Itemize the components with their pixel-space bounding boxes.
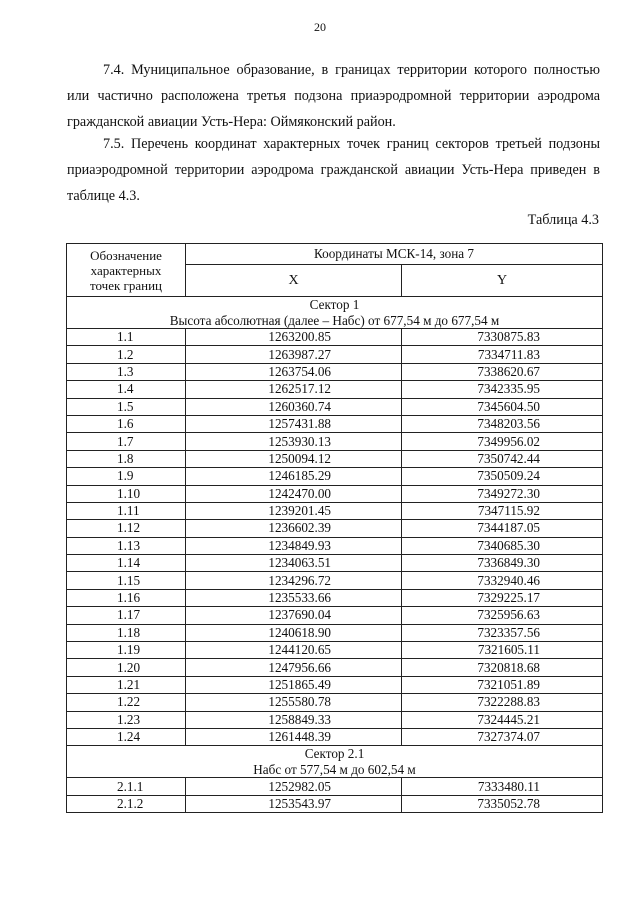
sector-height: Набс от 577,54 м до 602,54 м (253, 761, 416, 777)
table-row (67, 415, 603, 432)
y-value: 7350509.24 (402, 468, 603, 485)
paragraph-line: гражданской авиации Усть-Нера: Оймяконский район. (67, 114, 396, 130)
table-row (67, 485, 603, 502)
point-id: 1.8 (67, 450, 186, 467)
y-value: 7349272.30 (402, 485, 603, 502)
y-value: 7325956.63 (402, 607, 603, 624)
table-row (67, 329, 603, 346)
sector-title: Сектор 1 (309, 297, 360, 312)
x-value: 1260360.74 (186, 398, 402, 415)
y-value: 7327374.07 (402, 728, 603, 745)
paragraph-line: 7.5. Перечень координат характерных точек границ секторов третьей подзоны (103, 136, 600, 152)
table-row (67, 381, 603, 398)
y-value: 7332940.46 (402, 572, 603, 589)
table-row (67, 728, 603, 745)
x-value: 1239201.45 (186, 502, 402, 519)
table-row (67, 778, 603, 795)
point-id: 1.21 (67, 676, 186, 693)
point-id: 1.24 (67, 728, 186, 745)
table-row (67, 450, 603, 467)
y-value: 7321605.11 (402, 642, 603, 659)
paragraph-line: приаэродромной территории аэродрома гражданской авиации Усть-Нера приведен в (67, 162, 600, 178)
x-value: 1261448.39 (186, 728, 402, 745)
y-value: 7348203.56 (402, 415, 603, 432)
table-row (67, 589, 603, 606)
table-row (67, 468, 603, 485)
x-value: 1237690.04 (186, 607, 402, 624)
y-header: Y (402, 265, 603, 297)
x-header: X (186, 265, 402, 297)
table-row (67, 642, 603, 659)
y-value: 7335052.78 (402, 795, 603, 812)
table-row (67, 346, 603, 363)
point-id: 1.4 (67, 381, 186, 398)
table-row (67, 676, 603, 693)
y-value: 7329225.17 (402, 589, 603, 606)
point-id: 1.18 (67, 624, 186, 641)
header-line: точек границ (89, 277, 163, 293)
table-row (67, 398, 603, 415)
x-value: 1242470.00 (186, 485, 402, 502)
x-value: 1253930.13 (186, 433, 402, 450)
x-value: 1250094.12 (186, 450, 402, 467)
table-row (67, 572, 603, 589)
point-id: 1.13 (67, 537, 186, 554)
point-id: 1.7 (67, 433, 186, 450)
x-value: 1244120.65 (186, 642, 402, 659)
sector-1-header (67, 297, 603, 329)
point-id: 1.11 (67, 502, 186, 519)
sector-height: Высота абсолютная (далее – Набс) от 677,54 м до 677,54 м (169, 312, 500, 328)
point-id: 1.20 (67, 659, 186, 676)
x-value: 1234849.93 (186, 537, 402, 554)
point-id: 1.6 (67, 415, 186, 432)
table-caption: Таблица 4.3 (527, 212, 599, 228)
x-value: 1262517.12 (186, 381, 402, 398)
y-value: 7349956.02 (402, 433, 603, 450)
sector-2-header (67, 746, 603, 778)
paragraph-line: таблице 4.3. (67, 188, 140, 204)
y-value: 7345604.50 (402, 398, 603, 415)
x-value: 1253543.97 (186, 795, 402, 812)
y-value: 7322288.83 (402, 694, 603, 711)
point-id: 1.5 (67, 398, 186, 415)
paragraph-7-5 (67, 131, 600, 209)
x-value: 1240618.90 (186, 624, 402, 641)
y-value: 7347115.92 (402, 502, 603, 519)
coord-system-header: Координаты МСК-14, зона 7 (186, 244, 603, 265)
x-value: 1255580.78 (186, 694, 402, 711)
y-value: 7334711.83 (402, 346, 603, 363)
x-value: 1251865.49 (186, 676, 402, 693)
page-number: 20 (314, 20, 326, 34)
y-value: 7350742.44 (402, 450, 603, 467)
table-row (67, 537, 603, 554)
point-id: 2.1.2 (67, 795, 186, 812)
table-row (67, 711, 603, 728)
sector-title: Сектор 2.1 (304, 746, 365, 762)
y-value: 7342335.95 (402, 381, 603, 398)
table-row (67, 433, 603, 450)
coordinates-table (66, 243, 603, 813)
point-id: 1.1 (67, 329, 186, 346)
point-id: 1.9 (67, 468, 186, 485)
y-value: 7321051.89 (402, 676, 603, 693)
table-row (67, 659, 603, 676)
paragraph-7-4 (67, 57, 600, 135)
x-value: 1234296.72 (186, 572, 402, 589)
table-row (67, 502, 603, 519)
table-row (67, 694, 603, 711)
y-value: 7324445.21 (402, 711, 603, 728)
x-value: 1234063.51 (186, 555, 402, 572)
header-line: характерных (90, 262, 162, 278)
point-id: 1.10 (67, 485, 186, 502)
y-value: 7344187.05 (402, 520, 603, 537)
point-id: 1.12 (67, 520, 186, 537)
point-id: 1.22 (67, 694, 186, 711)
y-value: 7340685.30 (402, 537, 603, 554)
y-value: 7330875.83 (402, 329, 603, 346)
point-id: 1.23 (67, 711, 186, 728)
x-value: 1263987.27 (186, 346, 402, 363)
y-value: 7338620.67 (402, 363, 603, 380)
point-id: 1.14 (67, 555, 186, 572)
y-value: 7336849.30 (402, 555, 603, 572)
point-id: 2.1.1 (67, 778, 186, 795)
x-value: 1236602.39 (186, 520, 402, 537)
point-label-header (67, 244, 186, 297)
y-value: 7333480.11 (402, 778, 603, 795)
header-line: Обозначение (90, 247, 162, 263)
x-value: 1247956.66 (186, 659, 402, 676)
table-row (67, 607, 603, 624)
paragraph-line: или частично расположена третья подзона приаэродромной территории аэродрома (67, 88, 600, 104)
y-value: 7320818.68 (402, 659, 603, 676)
x-value: 1246185.29 (186, 468, 402, 485)
x-value: 1235533.66 (186, 589, 402, 606)
table-row (67, 363, 603, 380)
table-row (67, 520, 603, 537)
x-value: 1258849.33 (186, 711, 402, 728)
table-row (67, 795, 603, 812)
table-row (67, 624, 603, 641)
x-value: 1263754.06 (186, 363, 402, 380)
point-id: 1.17 (67, 607, 186, 624)
table-row (67, 555, 603, 572)
point-id: 1.19 (67, 642, 186, 659)
x-value: 1263200.85 (186, 329, 402, 346)
x-value: 1257431.88 (186, 415, 402, 432)
y-value: 7323357.56 (402, 624, 603, 641)
point-id: 1.15 (67, 572, 186, 589)
paragraph-line: 7.4. Муниципальное образование, в границах территории которого полностью (103, 62, 600, 78)
point-id: 1.2 (67, 346, 186, 363)
x-value: 1252982.05 (186, 778, 402, 795)
point-id: 1.3 (67, 363, 186, 380)
point-id: 1.16 (67, 589, 186, 606)
